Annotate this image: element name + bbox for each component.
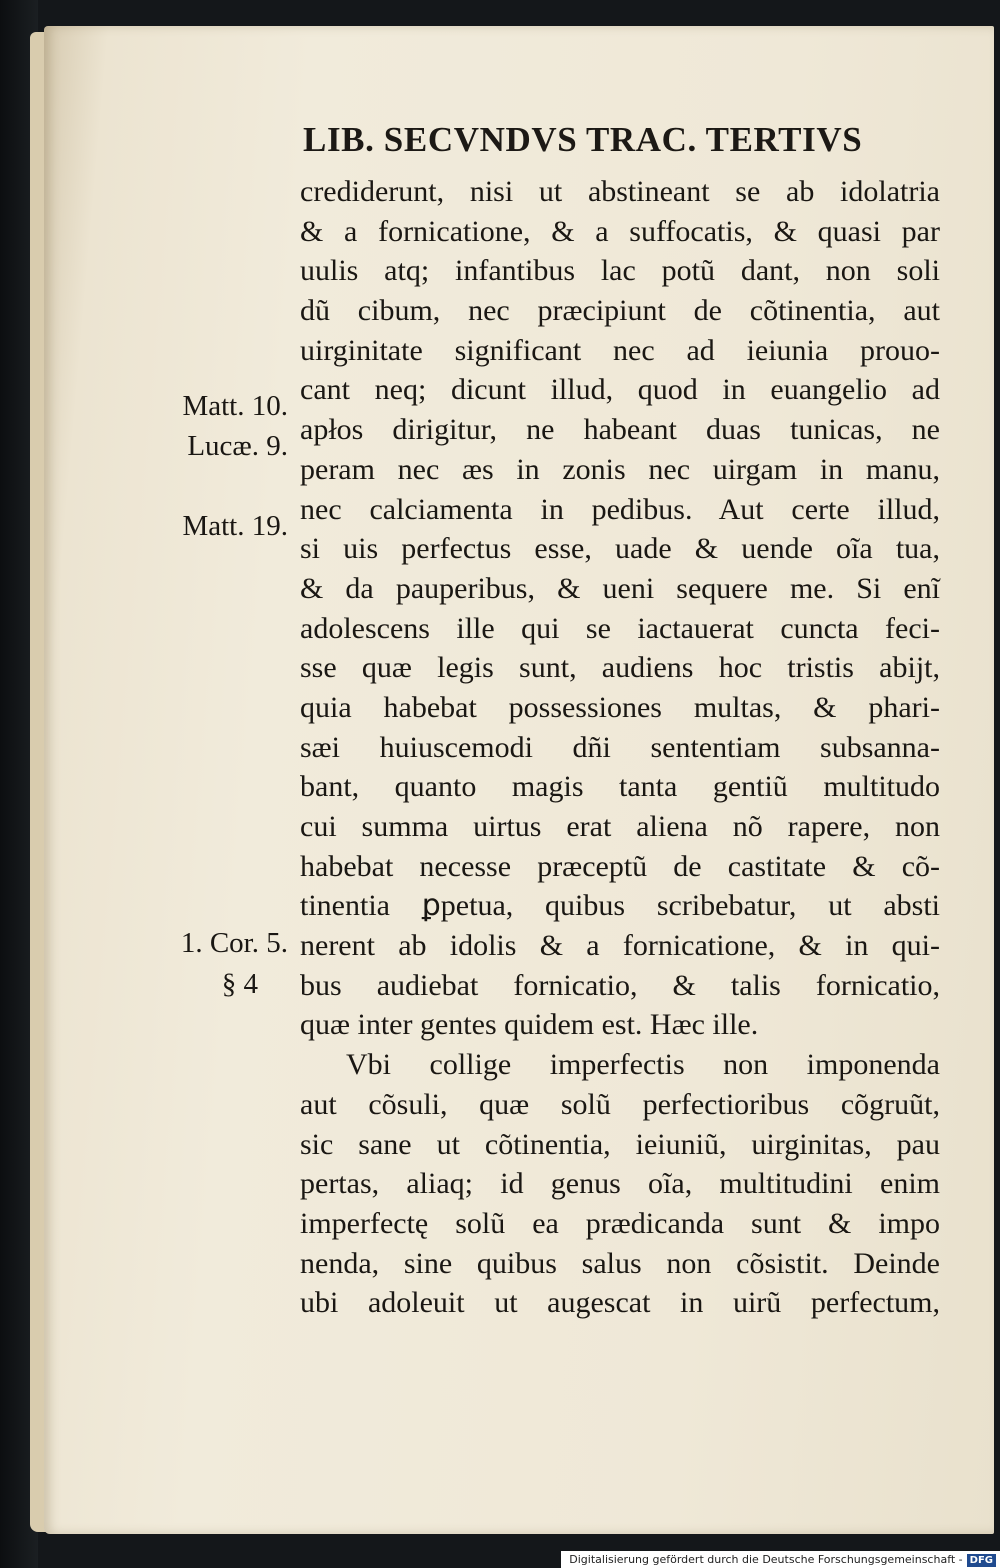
text-line: imperfectę solũ ea prædicanda sunt & impo [300,1206,940,1240]
marginal-reference: Matt. 10. [182,390,288,422]
marginal-reference: Lucæ. 9. [187,430,288,462]
text-line: apłos dirigitur, ne habeant duas tunicas, ne [300,413,940,447]
text-line: ubi adoleuit ut augescat in uirũ perfectum, [300,1286,940,1320]
marginal-reference: 1. Cor. 5. [180,927,288,959]
section-mark: § 4 [221,968,258,1000]
text-line: bus audiebat fornicatio, & talis fornicatio, [300,968,940,1002]
text-line: peram nec æs in zonis nec uirgam in manu, [300,452,940,486]
credit-text: Digitalisierung gefördert durch die Deutsche Forschungsgemeinschaft - [569,1553,963,1566]
running-title: LIB. SECVNDVS TRAC. TERTIVS [303,120,863,159]
text-line: & a fornicatione, & a suffocatis, & quasi par [300,214,940,248]
text-line: habebat necesse præceptũ de castitate & cõ- [300,849,940,883]
text-line: dũ cibum, nec præcipiunt de cõtinentia, aut [300,294,940,328]
digitization-credit [561,1551,1000,1568]
marginal-reference: Matt. 19. [182,510,288,542]
text-line: nerent ab idolis & a fornicatione, & in qui- [300,929,940,963]
text-line: cui summa uirtus erat aliena nõ rapere, non [300,810,940,843]
text-line: sse quæ legis sunt, audiens hoc tristis abijt, [300,651,940,685]
dfg-logo: DFG [967,1554,996,1567]
text-line: nec calciamenta in pedibus. Aut certe illud, [300,492,940,526]
text-line: si uis perfectus esse, uade & uende oĩa tua, [300,532,940,566]
text-line: uirginitate significant nec ad ieiunia prouo- [300,333,940,367]
body-text [300,172,940,1323]
text-line: quæ inter gentes quidem est. Hæc ille. [300,1008,759,1042]
text-line: sæi huiuscemodi dñi sententiam subsanna- [300,730,940,764]
text-line: quia habebat possessiones multas, & phari- [300,690,940,724]
text-line: uulis atq; infantibus lac potũ dant, non soli [300,254,940,288]
text-line: & da pauperibus, & ueni sequere me. Si enĩ [300,571,940,605]
text-line: pertas, aliaq; id genus oĩa, multitudini enim [300,1167,940,1201]
text-line: tinentia ꝑpetua, quibus scribebatur, ut absti [300,889,940,923]
text-line: nenda, sine quibus salus non cõsistit. Deinde [300,1246,940,1280]
text-line: bant, quanto magis tanta gentiũ multitudo [300,770,940,804]
text-line: aut cõsuli, quæ solũ perfectioribus cõgruũt, [300,1087,940,1121]
text-line: sic sane ut cõtinentia, ieiuniũ, uirginitas, pau [300,1127,940,1161]
text-line: Vbi collige imperfectis non imponenda [346,1048,940,1082]
text-line: crediderunt, nisi ut abstineant se ab idolatria [300,175,940,208]
text-line: adolescens ille qui se iactauerat cuncta feci- [300,611,940,645]
text-line: cant neq; dicunt illud, quod in euangelio ad [300,373,940,407]
